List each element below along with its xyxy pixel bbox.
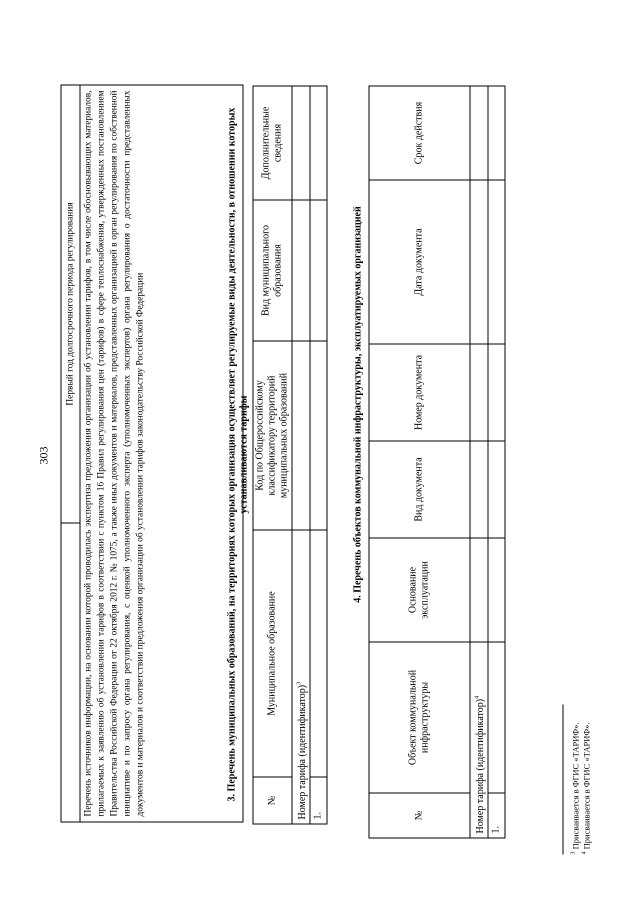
table-row xyxy=(310,86,327,824)
col-operation-basis: Основание эксплуатации xyxy=(369,538,470,642)
sources-text: Перечень источников информации, на основании которой проводилась экспертиза предложения организации об установлении тарифов, в том числе обосновывающих материалов, прилагаемых к заявлению об установлении тарифов в соответствии с пунктом 16 Правил регулирования цен (тарифов) в сфере теплоснабжения, утвержденных постановлением Правительства Российской Федерации от 22 октября 2012 г. № 1075, а также иных документов и материалов, представленных организацией в орган регулирования по собственной инициативе и по запросу органа регулирования, с оценкой уполномоченного эксперта (уполномоченных экспертов) органа регулирования о достаточности представленных документов и материалов и соответствии предложения организации об установлении тарифов законодательству Российской Федерации xyxy=(80,85,243,822)
tariff-number-label: Номер тарифа (идентификатор)$^3$ xyxy=(292,530,310,824)
col-document-number: Номер документа xyxy=(369,344,470,441)
tariff-number-label: Номер тарифа (идентификатор)$^4$ xyxy=(470,642,488,838)
infrastructure-table xyxy=(369,86,506,839)
page-number: 303 xyxy=(36,446,51,465)
table-row xyxy=(292,86,310,824)
period-sources-table xyxy=(61,85,244,823)
period-header: Первый год долгосрочного периода регулирования xyxy=(61,85,80,523)
col-document-type: Вид документа xyxy=(369,441,470,538)
col-validity-period: Срок действия xyxy=(369,86,470,180)
footnote-4: $^4$ Присваивается в ФГИС «ТАРИФ». xyxy=(581,722,592,855)
row-number: 1. xyxy=(488,793,505,838)
municipal-table xyxy=(253,86,328,825)
col-document-date: Дата документа xyxy=(369,180,470,344)
table-row xyxy=(470,86,488,838)
section3-title: 3. Перечень муниципальных образований, на территориях которых организация осуществляет регулируемые виды деятельности, в отношении которых устанавливаются тарифы xyxy=(226,107,250,802)
table-header-row xyxy=(253,86,292,824)
rotated-page xyxy=(1,0,640,905)
row-number: 1. xyxy=(310,777,327,824)
col-infrastructure-object: Объект коммунальной инфраструктуры xyxy=(369,642,470,793)
col-oktmo-code: Код по Общероссийскому классификатору территорий муниципальных образований xyxy=(253,341,292,530)
col-number: № xyxy=(369,793,470,838)
col-number: № xyxy=(253,777,292,824)
col-municipality: Муниципальное образование xyxy=(253,530,292,777)
footnote-divider xyxy=(563,705,564,855)
table-header-row xyxy=(369,86,470,838)
col-additional-info: Дополнительные сведения xyxy=(253,86,292,200)
table-row xyxy=(80,85,243,822)
section4-title: 4. Перечень объектов коммунальной инфраструктуры, эксплуатируемых организацией xyxy=(352,206,364,603)
footnote-3: $^3$ Присваивается в ФГИС «ТАРИФ». xyxy=(570,722,581,855)
table-row xyxy=(488,86,505,838)
col-municipality-type: Вид муниципального образования xyxy=(253,200,292,341)
table-row xyxy=(61,85,80,822)
